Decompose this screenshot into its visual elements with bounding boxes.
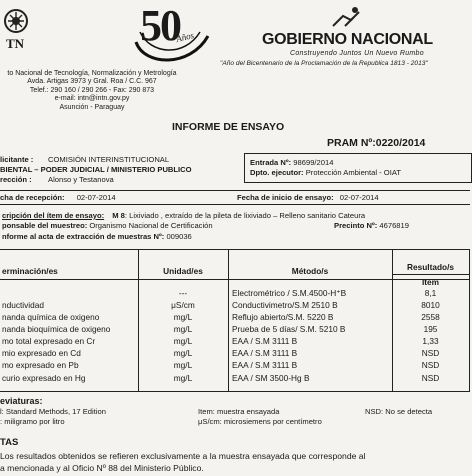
row-param: mo expresado en Pb [2,360,79,370]
row-result: 195 [423,324,438,334]
institute-name: to Nacional de Tecnología, Normalización y Metrología [7,70,177,77]
row-param: curio expresado en Hg [2,373,86,383]
seal-value: 4676819 [379,221,409,230]
row-method: Conductivimetro/S.M 2510 B [232,300,338,310]
anniversary-number: 50 [140,1,180,50]
anniversary-word: Años [175,29,195,45]
row-result: 2558 [421,312,440,322]
government-crest [329,6,363,33]
row-result: 8010 [421,300,440,310]
seal-label: Precinto Nº: [334,221,378,230]
institute-email: e-mail: intn@intn.gov.py [54,95,130,103]
row-method: EAA / S.M 3111 B [232,348,298,358]
sampling-resp-label: ponsable del muestreo: [2,221,88,230]
institute-city: Asunción - Paraguay [59,103,125,111]
report-title: INFORME DE ENSAYO [172,121,285,133]
report-number-label: PRAM Nº: [327,137,376,149]
dept-label: Dpto. ejecutor: [250,168,304,177]
notes-line1: Los resultados obtenidos se refieren exclusivamente a la muestra ensayada que corresponde al [0,451,366,461]
row-result: NSD [421,360,440,370]
row-unit: mg/L [173,348,193,358]
sample-desc-label: cripción del ítem de ensayo: [2,211,105,220]
report-number-value: 0220/2014 [375,137,426,149]
extraction-act-label: nforme al acta de extracción de muestras Nº: [2,232,165,241]
row-unit: mg/L [173,373,193,383]
row-param: mio expresado en Cd [2,348,81,358]
abbr-mg: : miligramo por litro [0,417,65,426]
anniversary-logo [130,2,220,68]
abbreviations-title: eviaturas: [0,396,43,406]
header-unit: Unidad/es [163,266,203,276]
dept-value: Protección Ambiental - OIAT [305,168,401,177]
row-unit: mg/L [173,360,193,370]
header-param: erminación/es [2,266,58,276]
row-unit: mg/L [173,336,193,346]
row-result: 1,33 [422,336,439,346]
start-label: Fecha de inicio de ensayo: [237,193,334,202]
intn-logo-icon [2,6,36,36]
extraction-act-value: 009036 [166,232,192,241]
start-date [237,193,379,202]
seal-number [334,221,409,230]
applicant-line2: BIENTAL – PODER JUDICIAL / MINISTERIO PUBLICO [0,165,192,174]
notes-line2: a mencionada y al Oficio Nº 88 del Ministerio Público. [0,463,204,473]
applicant-label: licitante : [0,155,34,164]
report-number [327,137,425,149]
row-result: NSD [421,348,440,358]
entry-label: Entrada Nº: [250,158,292,167]
row-method: Prueba de 5 días/ S.M. 5210 B [232,324,346,334]
sampling-responsible [2,221,213,230]
extraction-act [2,232,192,241]
intn-logo-letters: TN [6,36,25,51]
row-method: Reflujo abierto/S.M. 5220 B [232,312,334,322]
results-table [0,249,470,392]
bicentennial-motto: "Año del Bicentenario de la Proclamación de la Republica 1813 - 2013" [220,60,428,67]
row-param: mo total expresado en Cr [2,336,96,346]
reception-value: 02-07-2014 [76,193,116,202]
start-value: 02-07-2014 [339,193,379,202]
header-method: Método/s [291,266,329,276]
entry-number [250,158,333,167]
crest-figure-icon [329,6,363,28]
government-title: GOBIERNO NACIONAL [262,31,433,48]
row-unit: --- [178,288,188,298]
notes-title: TAS [0,437,19,448]
reception-date [0,193,116,202]
abbr-standard-methods: l: Standard Methods, 17 Edition [0,407,106,416]
row-method: EAA / S.M 3111 B [232,360,298,370]
direction-label: rección : [0,175,32,184]
header-item: Item [421,277,440,287]
row-unit: mg/L [173,312,193,322]
abbr-us: μS/cm: microsiemens por centímetro [198,417,322,426]
row-method: EAA / SM 3500-Hg B [232,373,310,383]
institute-address [2,70,182,112]
applicant-line1: COMISIÓN INTERINSTITUCIONAL [48,155,170,164]
row-result: NSD [421,373,440,383]
entry-value: 98699/2014 [293,158,334,167]
abbr-nsd: NSD: No se detecta [365,407,433,416]
row-param: nductividad [2,300,44,310]
row-param: nanda bioquímica de oxigeno [2,324,111,334]
institute-street: Avda. Artigas 3973 y Gral. Roa / C.C. 967 [27,78,157,86]
sample-description [2,211,365,220]
sample-desc-value: : Lixiviado , extraído de la pileta de lixiviado – Relleno sanitario Cateura [124,211,366,220]
row-unit: mg/L [173,324,193,334]
sampling-resp-value: Organismo Nacional de Certificación [89,221,213,230]
row-unit: μS/cm [171,300,195,310]
sample-desc-code: M 8 [112,211,125,220]
row-param: nanda química de oxigeno [2,312,100,322]
header-result: Resultado/s [406,262,455,272]
direction-value: Alonso y Testanova [48,175,114,184]
row-method: EAA / S.M 3111 B [232,336,298,346]
executing-dept [250,168,401,177]
abbr-item: Item: muestra ensayada [198,407,280,416]
row-method: Electrométrico / S.M.4500-H⁺B [232,288,347,298]
reception-label: cha de recepción: [0,193,65,202]
institute-phone: Telef.: 290 160 / 290 266 - Fax: 290 873 [29,86,155,94]
intn-logo [2,6,36,50]
government-tagline: Construyendo Juntos Un Nuevo Rumbo [290,50,424,57]
row-result: 8,1 [424,288,437,298]
